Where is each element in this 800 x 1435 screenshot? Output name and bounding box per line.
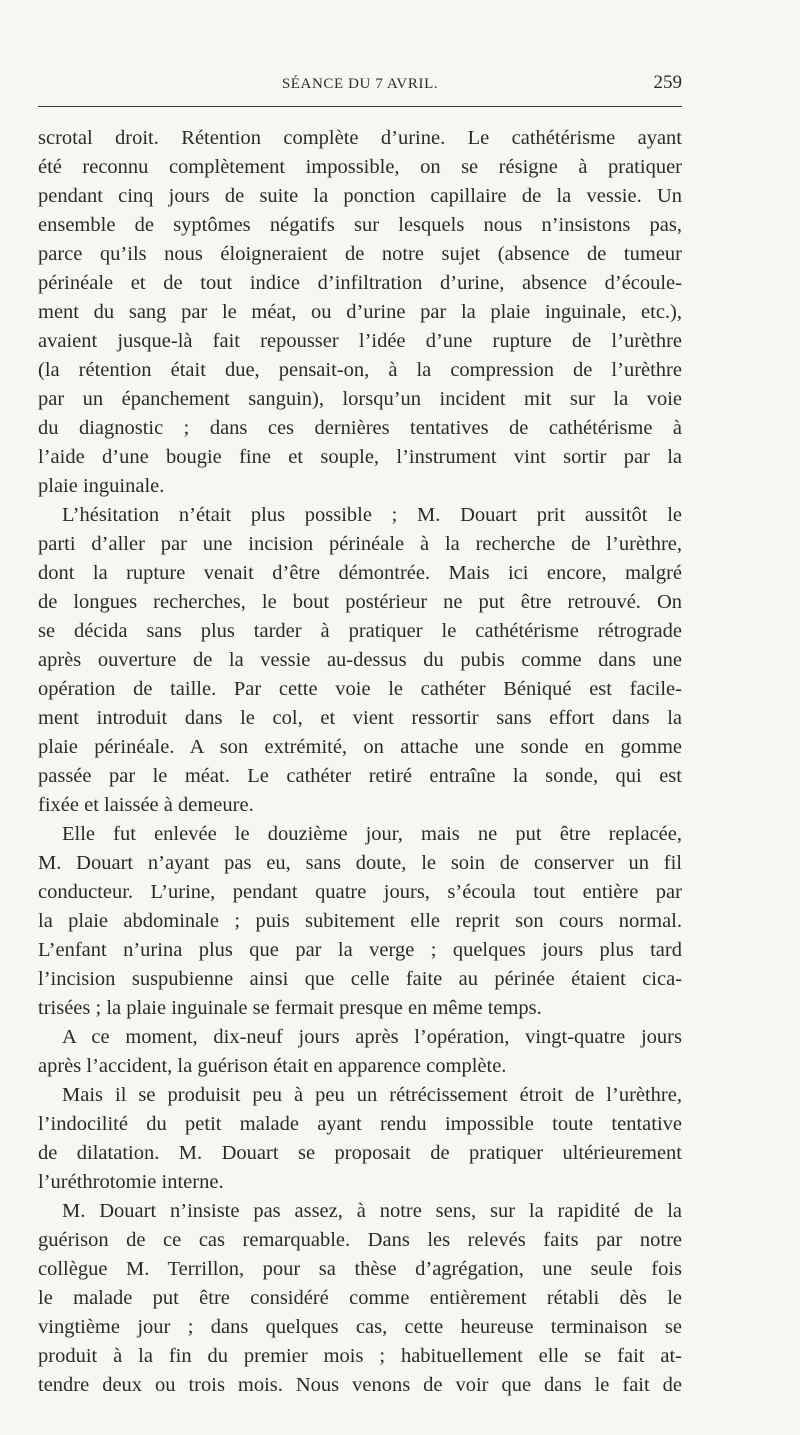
text-line: avaient jusque-là fait repousser l’idée d’une rupture de l’urèthre: [38, 330, 682, 352]
text-line: le malade put être considéré comme entièrement rétabli dès le: [38, 1287, 682, 1309]
text-line: été reconnu complètement impossible, on se résigne à pratiquer: [38, 156, 682, 178]
text-line: ment du sang par le méat, ou d’urine par la plaie inguinale, etc.),: [38, 301, 682, 323]
text-line: M. Douart n’insiste pas assez, à notre sens, sur la rapidité de la: [62, 1200, 682, 1222]
text-line: l’aide d’une bougie fine et souple, l’instrument vint sortir par la: [38, 446, 682, 468]
text-line: plaie inguinale.: [38, 475, 165, 497]
text-line: se décida sans plus tarder à pratiquer le cathétérisme rétrograde: [38, 620, 682, 642]
running-head: [38, 72, 682, 98]
text-line: de longues recherches, le bout postérieur ne put être retrouvé. On: [38, 591, 682, 613]
text-line: ensemble de syptômes négatifs sur lesquels nous n’insistons pas,: [38, 214, 682, 236]
text-line: fixée et laissée à demeure.: [38, 794, 254, 816]
text-line: de dilatation. M. Douart se proposait de pratiquer ultérieurement: [38, 1142, 682, 1164]
text-line: l’incision suspubienne ainsi que celle faite au périnée étaient cica-: [38, 968, 682, 990]
text-line: dont la rupture venait d’être démontrée. Mais ici encore, malgré: [38, 562, 682, 584]
text-line: guérison de ce cas remarquable. Dans les relevés faits par notre: [38, 1229, 682, 1251]
text-line: conducteur. L’urine, pendant quatre jours, s’écoula tout entière par: [38, 881, 682, 903]
text-line: périnéale et de tout indice d’infiltration d’urine, absence d’écoule-: [38, 272, 682, 294]
text-line: M. Douart n’ayant pas eu, sans doute, le soin de conserver un fil: [38, 852, 682, 874]
text-line: produit à la fin du premier mois ; habituellement elle se fait at-: [38, 1345, 682, 1367]
text-line: du diagnostic ; dans ces dernières tentatives de cathétérisme à: [38, 417, 682, 439]
text-line: L’hésitation n’était plus possible ; M. Douart prit aussitôt le: [62, 504, 682, 526]
text-line: Mais il se produisit peu à peu un rétrécissement étroit de l’urèthre,: [62, 1084, 682, 1106]
text-line: parce qu’ils nous éloigneraient de notre sujet (absence de tumeur: [38, 243, 682, 265]
text-line: plaie périnéale. A son extrémité, on attache une sonde en gomme: [38, 736, 682, 758]
text-line: scrotal droit. Rétention complète d’urine. Le cathétérisme ayant: [38, 127, 682, 149]
text-line: A ce moment, dix-neuf jours après l’opération, vingt-quatre jours: [62, 1026, 682, 1048]
text-line: trisées ; la plaie inguinale se fermait presque en même temps.: [38, 997, 542, 1019]
text-line: après l’accident, la guérison était en apparence complète.: [38, 1055, 507, 1077]
text-line: ment introduit dans le col, et vient ressortir sans effort dans la: [38, 707, 682, 729]
text-line: la plaie abdominale ; puis subitement elle reprit son cours normal.: [38, 910, 682, 932]
text-line: par un épanchement sanguin), lorsqu’un incident mit sur la voie: [38, 388, 682, 410]
body-text: [38, 124, 682, 1400]
text-line: après ouverture de la vessie au-dessus du pubis comme dans une: [38, 649, 682, 671]
text-line: collègue M. Terrillon, pour sa thèse d’agrégation, une seule fois: [38, 1258, 682, 1280]
text-line: vingtième jour ; dans quelques cas, cette heureuse terminaison se: [38, 1316, 682, 1338]
text-line: tendre deux ou trois mois. Nous venons de voir que dans le fait de: [38, 1374, 682, 1396]
header-rule: [38, 106, 682, 107]
text-line: parti d’aller par une incision périnéale à la recherche de l’urèthre,: [38, 533, 682, 555]
running-title: SÉANCE DU 7 AVRIL.: [281, 76, 439, 92]
text-line: l’indocilité du petit malade ayant rendu impossible toute tentative: [38, 1113, 682, 1135]
text-line: (la rétention était due, pensait-on, à la compression de l’urèthre: [38, 359, 682, 381]
page-number: 259: [653, 72, 682, 93]
text-line: pendant cinq jours de suite la ponction capillaire de la vessie. Un: [38, 185, 682, 207]
text-line: L’enfant n’urina plus que par la verge ; quelques jours plus tard: [38, 939, 682, 961]
text-line: l’uréthrotomie interne.: [38, 1171, 224, 1193]
text-line: Elle fut enlevée le douzième jour, mais ne put être replacée,: [62, 823, 682, 845]
text-line: opération de taille. Par cette voie le cathéter Béniqué est facile-: [38, 678, 682, 700]
text-line: passée par le méat. Le cathéter retiré entraîne la sonde, qui est: [38, 765, 682, 787]
